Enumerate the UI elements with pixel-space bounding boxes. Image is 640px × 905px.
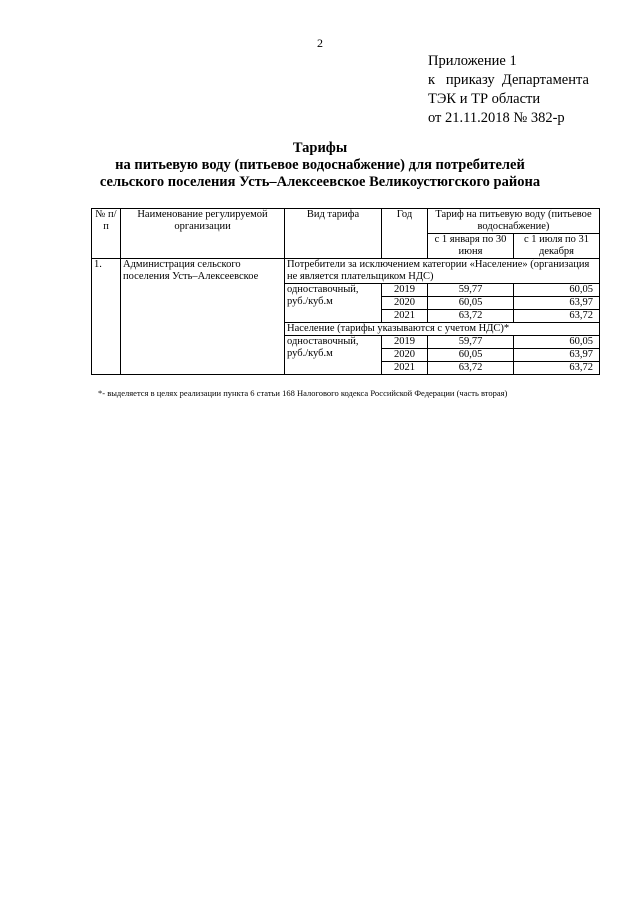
tariff-type: одноставочный, руб./куб.м <box>285 284 382 323</box>
title-line-3: сельского поселения Усть–Алексеевское Великоустюгского района <box>99 174 541 190</box>
header-year: Год <box>382 209 428 259</box>
tariff-h1-cell: 59,77 <box>428 284 514 297</box>
year-cell: 2021 <box>382 362 428 375</box>
year-cell: 2020 <box>382 349 428 362</box>
tariff-h1-cell: 60,05 <box>428 297 514 310</box>
header-num: № п/п <box>92 209 121 259</box>
group-label: Население (тарифы указываются с учетом НДС)* <box>285 323 600 336</box>
header-tariff-type: Вид тарифа <box>285 209 382 259</box>
footnote: *- выделяется в целях реализации пункта 6 статьи 168 Налогового кодекса Российской Федерации (часть вторая) <box>98 388 508 398</box>
year-cell: 2019 <box>382 284 428 297</box>
appendix-line-2: к приказу Департамента <box>428 72 589 88</box>
header-period-1: с 1 января по 30 июня <box>428 234 514 259</box>
tariff-h1-cell: 59,77 <box>428 336 514 349</box>
tariff-h2-cell: 63,72 <box>514 362 600 375</box>
table-row <box>92 259 600 284</box>
tariff-h2-cell: 63,72 <box>514 310 600 323</box>
appendix-reference <box>428 52 589 128</box>
page-number: 2 <box>317 36 323 50</box>
organization-name: Администрация сельского поселения Усть–Алексеевское <box>121 259 285 375</box>
year-cell: 2021 <box>382 310 428 323</box>
tariff-h1-cell: 60,05 <box>428 349 514 362</box>
tariff-table <box>91 208 600 375</box>
header-organization: Наименование регулируемой организации <box>121 209 285 259</box>
year-cell: 2019 <box>382 336 428 349</box>
row-number: 1. <box>92 259 121 375</box>
tariff-h2-cell: 63,97 <box>514 297 600 310</box>
header-period-2: с 1 июля по 31 декабря <box>514 234 600 259</box>
tariff-h1-cell: 63,72 <box>428 310 514 323</box>
tariff-h2-cell: 60,05 <box>514 336 600 349</box>
title-line-1: Тарифы <box>292 140 348 156</box>
title-line-2: на питьевую воду (питьевое водоснабжение) для потребителей <box>115 157 525 173</box>
tariff-h2-cell: 63,97 <box>514 349 600 362</box>
tariff-h1-cell: 63,72 <box>428 362 514 375</box>
appendix-line-3: ТЭК и ТР области <box>428 91 541 107</box>
year-cell: 2020 <box>382 297 428 310</box>
tariff-type: одноставочный, руб./куб.м <box>285 336 382 375</box>
document-title <box>0 140 640 191</box>
header-tariff: Тариф на питьевую воду (питьевое водоснабжение) <box>428 209 600 234</box>
group-label: Потребители за исключением категории «Население» (организация не является плательщиком НДС) <box>285 259 600 284</box>
tariff-h2-cell: 60,05 <box>514 284 600 297</box>
appendix-line-4: от 21.11.2018 № 382-р <box>428 110 565 126</box>
table-header-row <box>92 209 600 234</box>
appendix-line-1: Приложение 1 <box>428 53 517 69</box>
